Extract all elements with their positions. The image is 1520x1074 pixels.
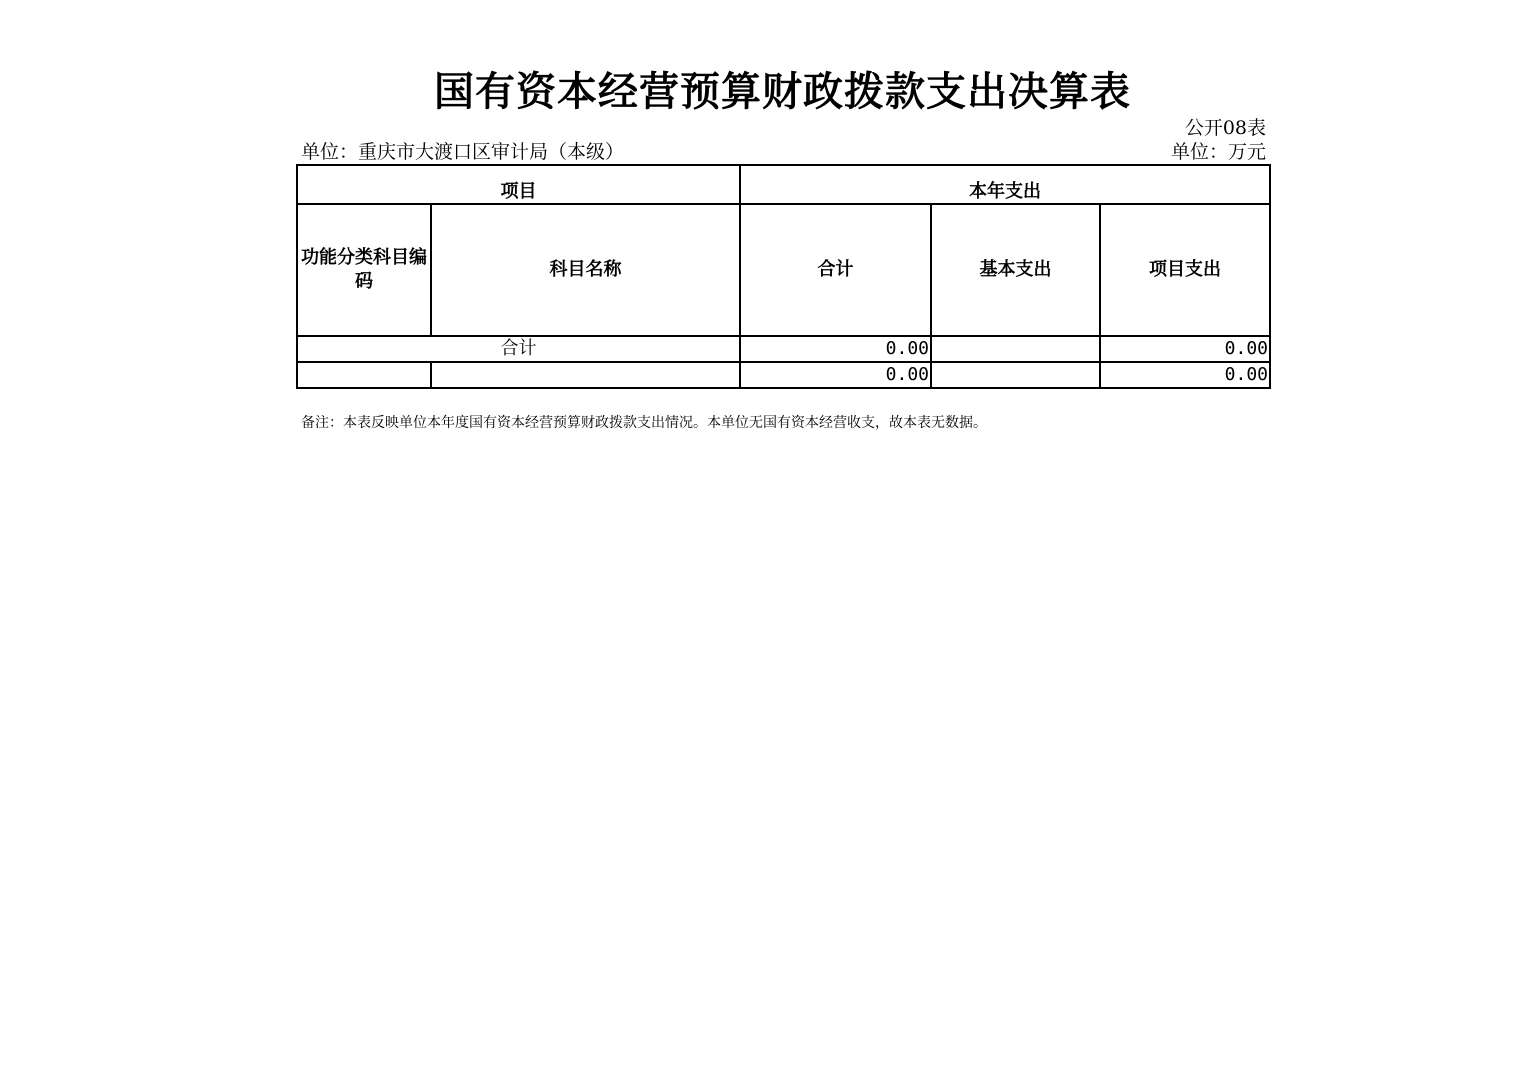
header-current-year-expense: 本年支出 — [740, 165, 1270, 204]
header-total: 合计 — [740, 204, 931, 336]
header-func-code: 功能分类科目编码 — [297, 204, 431, 336]
total-row-label: 合计 — [297, 336, 740, 362]
table-row — [297, 362, 1270, 388]
footnote: 备注：本表反映单位本年度国有资本经营预算财政拨款支出情况。本单位无国有资本经营收支，故本表无数据。 — [301, 415, 987, 431]
header-row-top — [297, 165, 1270, 204]
total-row-basic — [931, 336, 1100, 362]
total-row — [297, 336, 1270, 362]
header-project: 项目 — [297, 165, 740, 204]
expense-table — [296, 164, 1271, 389]
row-project: 0.00 — [1100, 362, 1270, 388]
unit-currency: 单位：万元 — [1170, 141, 1266, 163]
total-row-total: 0.00 — [740, 336, 931, 362]
row-total: 0.00 — [740, 362, 931, 388]
form-number: 公开08表 — [1184, 117, 1266, 139]
header-project-expense: 项目支出 — [1100, 204, 1270, 336]
total-row-project: 0.00 — [1100, 336, 1270, 362]
header-row-sub — [297, 204, 1270, 336]
row-basic — [931, 362, 1100, 388]
header-basic-expense: 基本支出 — [931, 204, 1100, 336]
page-title: 国有资本经营预算财政拨款支出决算表 — [434, 68, 1131, 115]
row-name — [431, 362, 740, 388]
header-subject-name: 科目名称 — [431, 204, 740, 336]
row-code — [297, 362, 431, 388]
unit-name: 单位：重庆市大渡口区审计局（本级） — [301, 141, 625, 163]
